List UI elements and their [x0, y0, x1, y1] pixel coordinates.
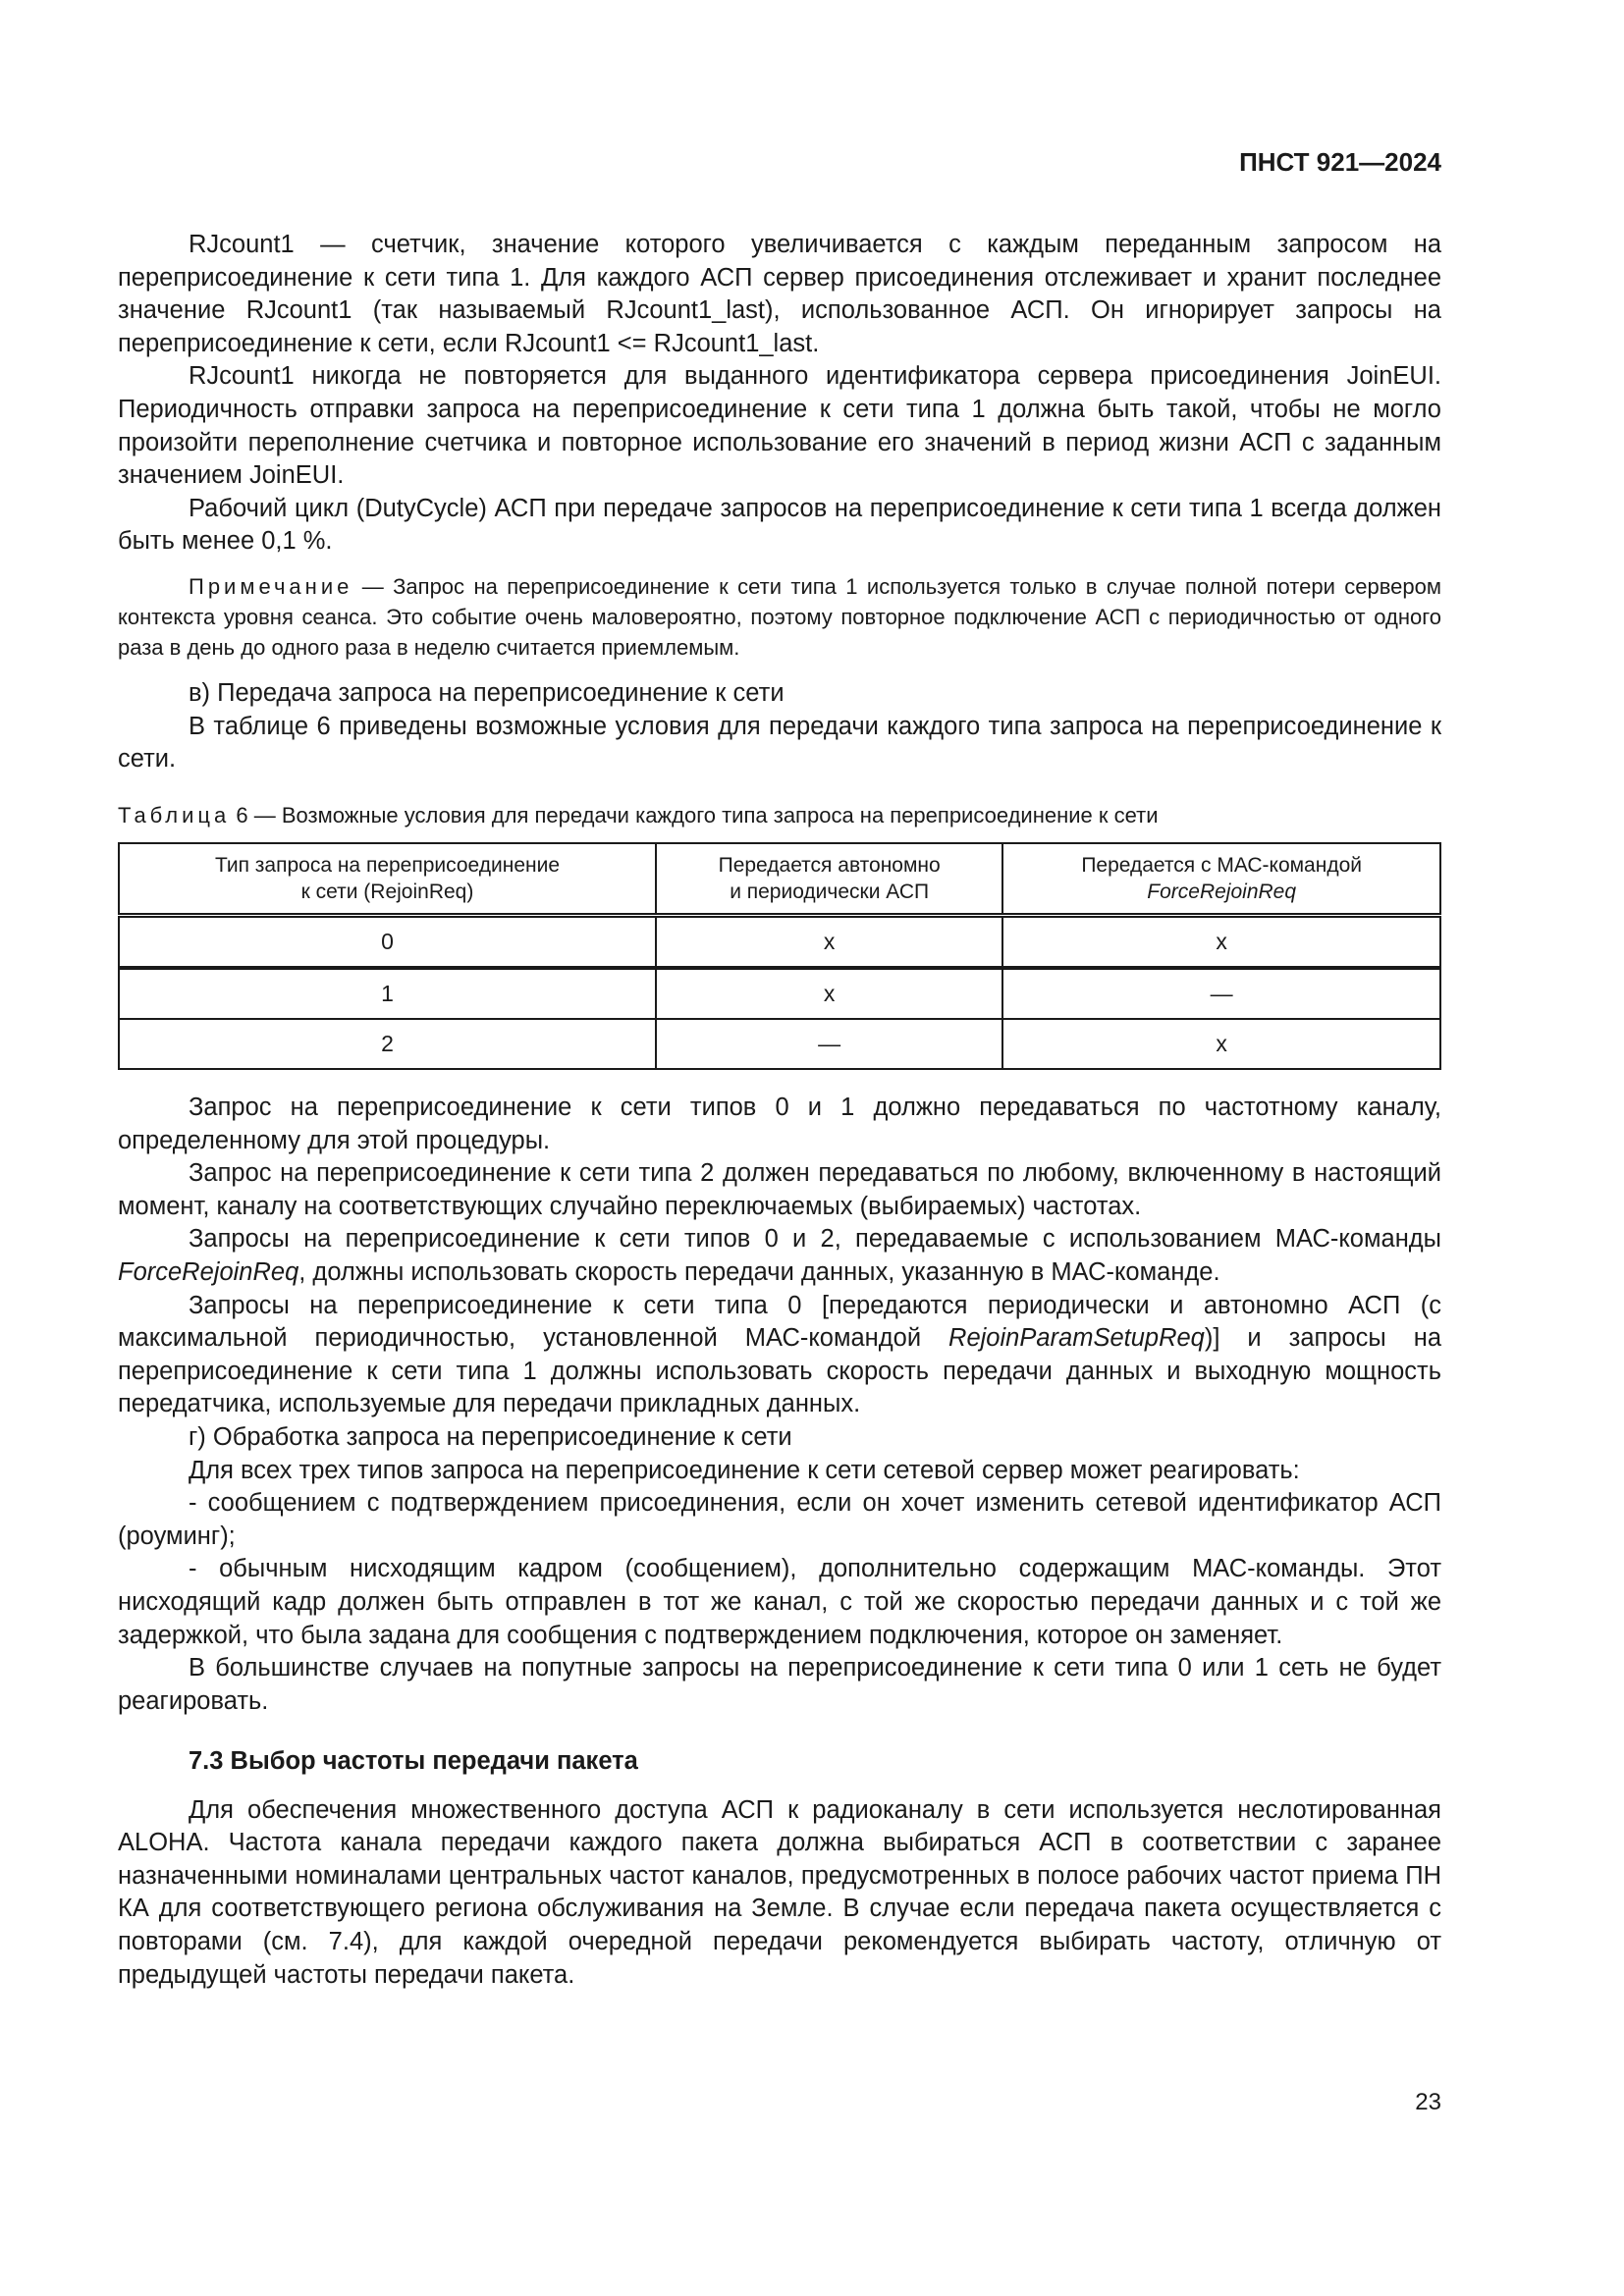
- intro-paragraphs: [118, 229, 1441, 559]
- table-caption-text: 6 — Возможные условия для передачи каждого типа запроса на переприсоединение к сети: [230, 803, 1159, 828]
- note-text: — Запрос на переприсоединение к сети типа 1 используется только в случае полной потери сервером контекста уровня сеанса. Это событие очень маловероятно, поэтому повторное подключение АСП с периодичностью от одного раза в день до одного раза в неделю считается приемлемым.: [118, 574, 1441, 660]
- table-row: [119, 968, 1440, 1019]
- paragraph: Для обеспечения множественного доступа АСП к радиоканалу в сети используется неслотированная ALOHA. Частота канала передачи каждого пакета должна выбираться АСП в соответствии с заранее назначенными номиналами центральных частот каналов, предусмотренных в полосе рабочих частот приема ПН КА для соответствующего региона обслуживания на Земле. В случае если передача пакета осуществляется с повторами (см. 7.4), для каждой очередной передачи рекомендуется выбирать частоту, отличную от предыдущей частоты передачи пакета.: [118, 1795, 1441, 1989]
- paragraph: RJcount1 — счетчик, значение которого увеличивается с каждым переданным запросом на переприсоединение к сети типа 1. Для каждого АСП сервер присоединения отслеживает и хранит последнее значение RJcount1 (так называемый RJcount1_last), использованное АСП. Он игнорирует запросы на переприсоединение к сети, если RJcount1 <= RJcount1_last.: [118, 231, 1441, 357]
- paragraph: Запросы на переприсоединение к сети типов 0 и 2, передаваемые с использованием МАС-команды ForceRejoinReq, должны использовать скорость передачи данных, указанную в МАС-команде.: [118, 1225, 1441, 1286]
- table-cell: —: [656, 1019, 1002, 1069]
- section-g-title: г) Обработка запроса на переприсоединение к сети: [189, 1422, 792, 1451]
- table-6: [118, 842, 1441, 1070]
- note-label: Примечание: [189, 574, 353, 599]
- section-7-3: [118, 1745, 1441, 1992]
- paragraph: Запрос на переприсоединение к сети типа 2 должен передаваться по любому, включенному в настоящий момент, каналу на соответствующих случайно переключаемых (выбираемых) частотах.: [118, 1159, 1441, 1220]
- note: [118, 571, 1441, 663]
- table-cell: x: [1002, 1019, 1440, 1069]
- section-v-title: в) Передача запроса на переприсоединение к сети: [189, 679, 785, 707]
- paragraph: Запрос на переприсоединение к сети типов 0 и 1 должно передаваться по частотному каналу, определенному для этой процедуры.: [118, 1094, 1441, 1154]
- section-heading: 7.3 Выбор частоты передачи пакета: [189, 1747, 638, 1775]
- paragraph: В таблице 6 приведены возможные условия для передачи каждого типа запроса на переприсоединение к сети.: [118, 712, 1441, 774]
- page-number: 23: [1415, 2089, 1441, 2115]
- table-caption: [118, 801, 1441, 830]
- table-cell: —: [1002, 968, 1440, 1019]
- table-cell: x: [1002, 916, 1440, 969]
- table-cell: 2: [119, 1019, 656, 1069]
- paragraph: Рабочий цикл (DutyCycle) АСП при передаче запросов на переприсоединение к сети типа 1 всегда должен быть менее 0,1 %.: [118, 494, 1441, 556]
- table-cell: x: [656, 916, 1002, 969]
- header-cell: Передается с МАС-командой ForceRejoinReq: [1002, 843, 1440, 916]
- after-table-text: [118, 1092, 1441, 1718]
- table-cell: 0: [119, 916, 656, 969]
- table-row: [119, 1019, 1440, 1069]
- document-code: ПНСТ 921—2024: [1239, 147, 1441, 177]
- table-row: [119, 916, 1440, 969]
- table-header-row: [119, 843, 1440, 916]
- header-cell: Передается автономно и периодически АСП: [656, 843, 1002, 916]
- paragraph: RJcount1 никогда не повторяется для выданного идентификатора сервера присоединения JoinEUI. Периодичность отправки запроса на переприсоединение к сети типа 1 должна быть такой, чтобы не могло произойти переполнение счетчика и повторное использование его значений в период жизни АСП с заданным значением JoinEUI.: [118, 362, 1441, 490]
- list-item: - сообщением с подтверждением присоединения, если он хочет изменить сетевой идентификатор АСП (роуминг);: [118, 1489, 1441, 1550]
- table-caption-label: Таблица: [118, 803, 231, 828]
- section-v: [118, 677, 1441, 776]
- list-item: - обычным нисходящим кадром (сообщением), дополнительно содержащим МАС-команды. Этот нисходящий кадр должен быть отправлен в тот же канал, с той же скоростью передачи данных и с той же задержкой, что была задана для сообщения с подтверждением подключения, которое он заменяет.: [118, 1555, 1441, 1649]
- paragraph: Запросы на переприсоединение к сети типа 0 [передаются периодически и автономно АСП (с максимальной периодичностью, установленной МАС-командой RejoinParamSetupReq)] и запросы на переприсоединение к сети типа 1 должны использовать скорость передачи данных и выходную мощность передатчика, используемые для передачи прикладных данных.: [118, 1291, 1441, 1418]
- header-cell: Тип запроса на переприсоединение к сети (RejoinReq): [119, 843, 656, 916]
- table-cell: 1: [119, 968, 656, 1019]
- table-cell: x: [656, 968, 1002, 1019]
- paragraph: В большинстве случаев на попутные запросы на переприсоединение к сети типа 0 или 1 сеть не будет реагировать.: [118, 1654, 1441, 1715]
- paragraph: Для всех трех типов запроса на переприсоединение к сети сетевой сервер может реагировать:: [189, 1456, 1300, 1484]
